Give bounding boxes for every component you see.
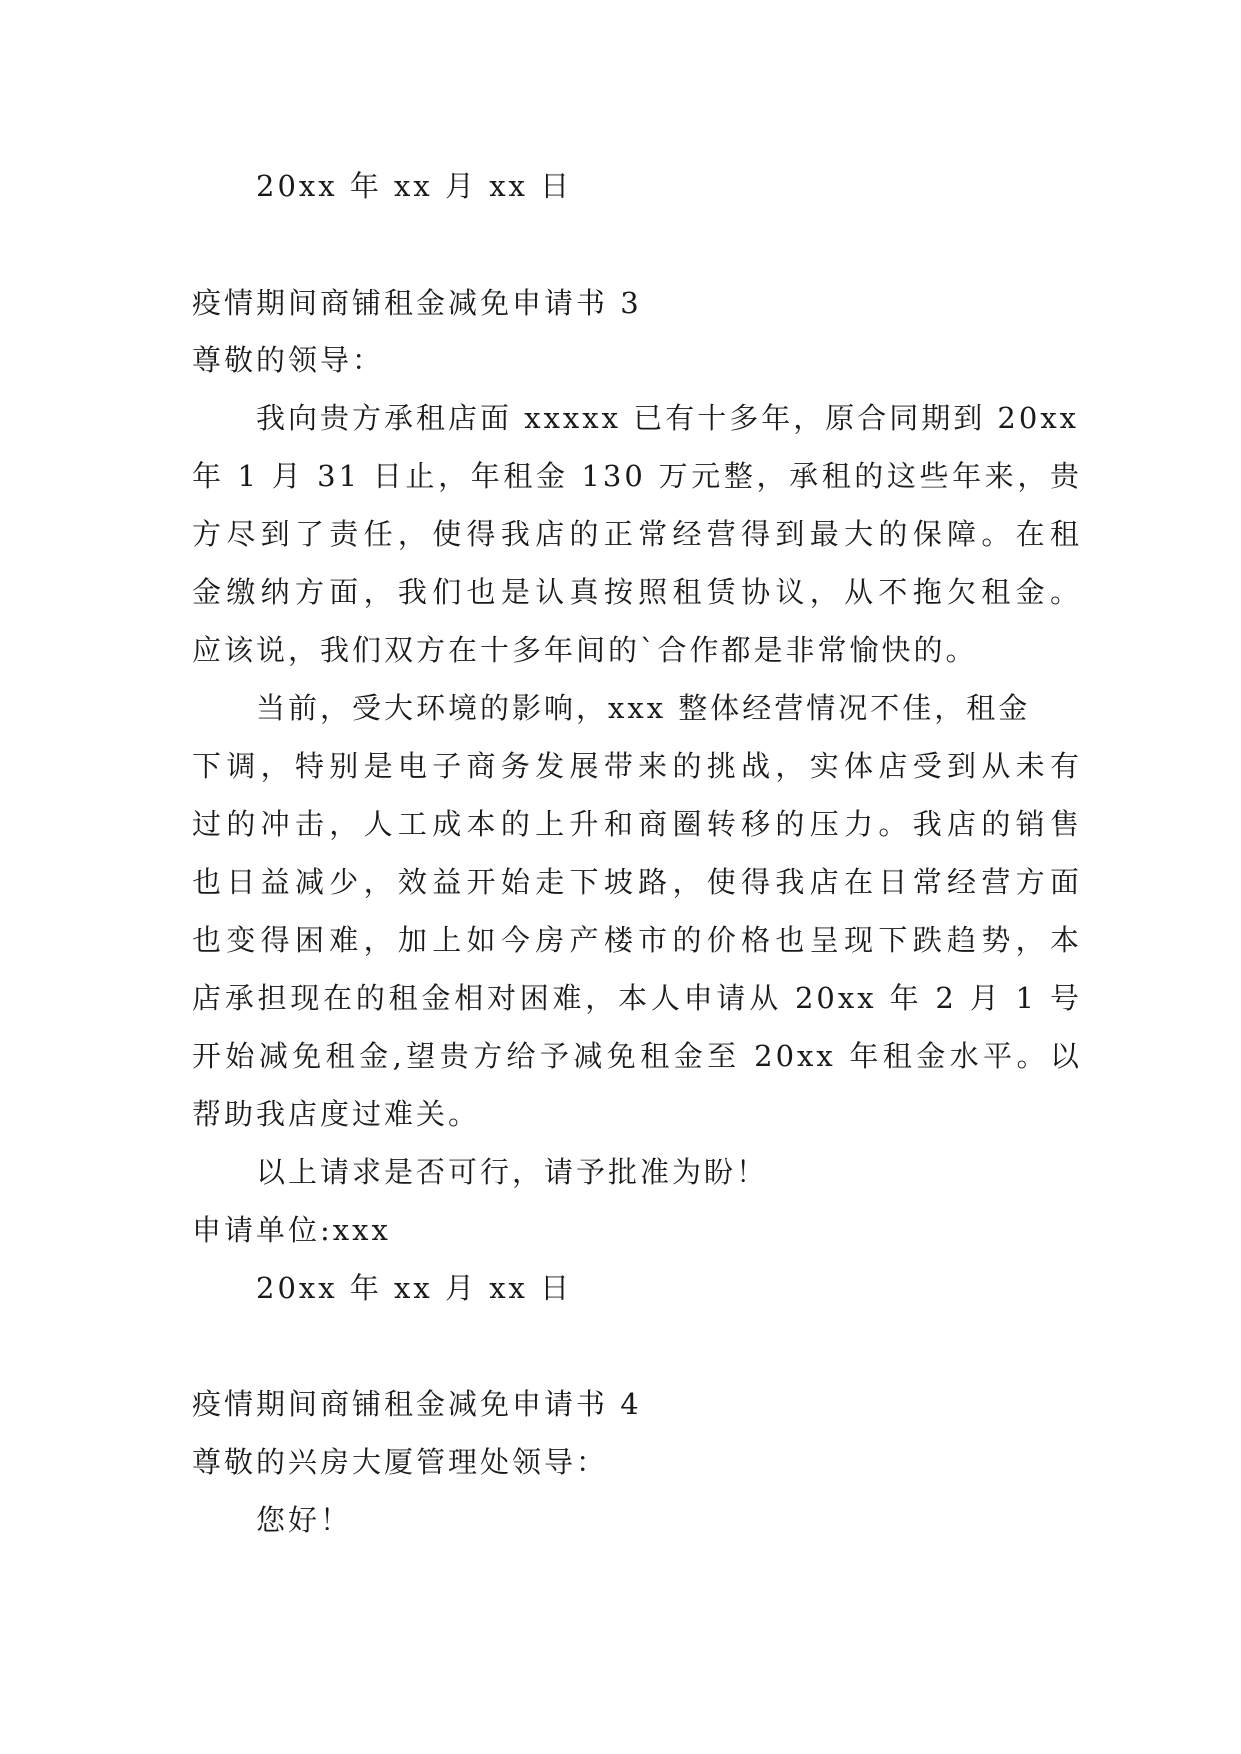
section4-title: 疫情期间商铺租金减免申请书 4: [192, 1387, 642, 1421]
section3-para2-line1: 当前，受大环境的影响，xxx 整体经营情况不佳，租金: [256, 691, 1031, 725]
section3-para2-line3: 过的冲击，人工成本的上升和商圈转移的压力。我店的销售: [192, 807, 1082, 841]
section4-salutation: 尊敬的兴房大厦管理处领导：: [192, 1445, 609, 1479]
date-top: 20xx 年 xx 月 xx 日: [256, 169, 573, 203]
section3-date: 20xx 年 xx 月 xx 日: [256, 1271, 573, 1305]
section3-salutation: 尊敬的领导：: [192, 343, 385, 377]
section3-para1-line2: 年 1 月 31 日止，年租金 130 万元整，承租的这些年来，贵: [192, 459, 1082, 493]
section3-para1-line1: 我向贵方承租店面 xxxxx 已有十多年，原合同期到 20xx: [256, 401, 1080, 435]
section3-para1-line3: 方尽到了责任，使得我店的正常经营得到最大的保障。在租: [192, 517, 1082, 551]
section3-para2-line6: 店承担现在的租金相对困难，本人申请从 20xx 年 2 月 1 号: [192, 981, 1082, 1015]
section3-para2-line5: 也变得困难，加上如今房产楼市的价格也呈现下跌趋势，本: [192, 923, 1082, 957]
section4-greeting: 您好！: [256, 1503, 353, 1537]
section3-para2-line2: 下调，特别是电子商务发展带来的挑战，实体店受到从未有: [192, 749, 1082, 783]
section3-para1-line4: 金缴纳方面，我们也是认真按照租赁协议，从不拖欠租金。: [192, 575, 1082, 609]
section3-applicant: 申请单位:xxx: [192, 1213, 391, 1247]
section3-title: 疫情期间商铺租金减免申请书 3: [192, 286, 642, 320]
section3-para2-line8: 帮助我店度过难关。: [192, 1097, 481, 1131]
section3-closing: 以上请求是否可行，请予批准为盼！: [256, 1155, 769, 1189]
section3-para2-line4: 也日益减少，效益开始走下坡路，使得我店在日常经营方面: [192, 865, 1082, 899]
section3-para2-line7: 开始减免租金,望贵方给予减免租金至 20xx 年租金水平。以: [192, 1039, 1082, 1073]
section3-para1-line5: 应该说，我们双方在十多年间的`合作都是非常愉快的。: [192, 633, 978, 667]
